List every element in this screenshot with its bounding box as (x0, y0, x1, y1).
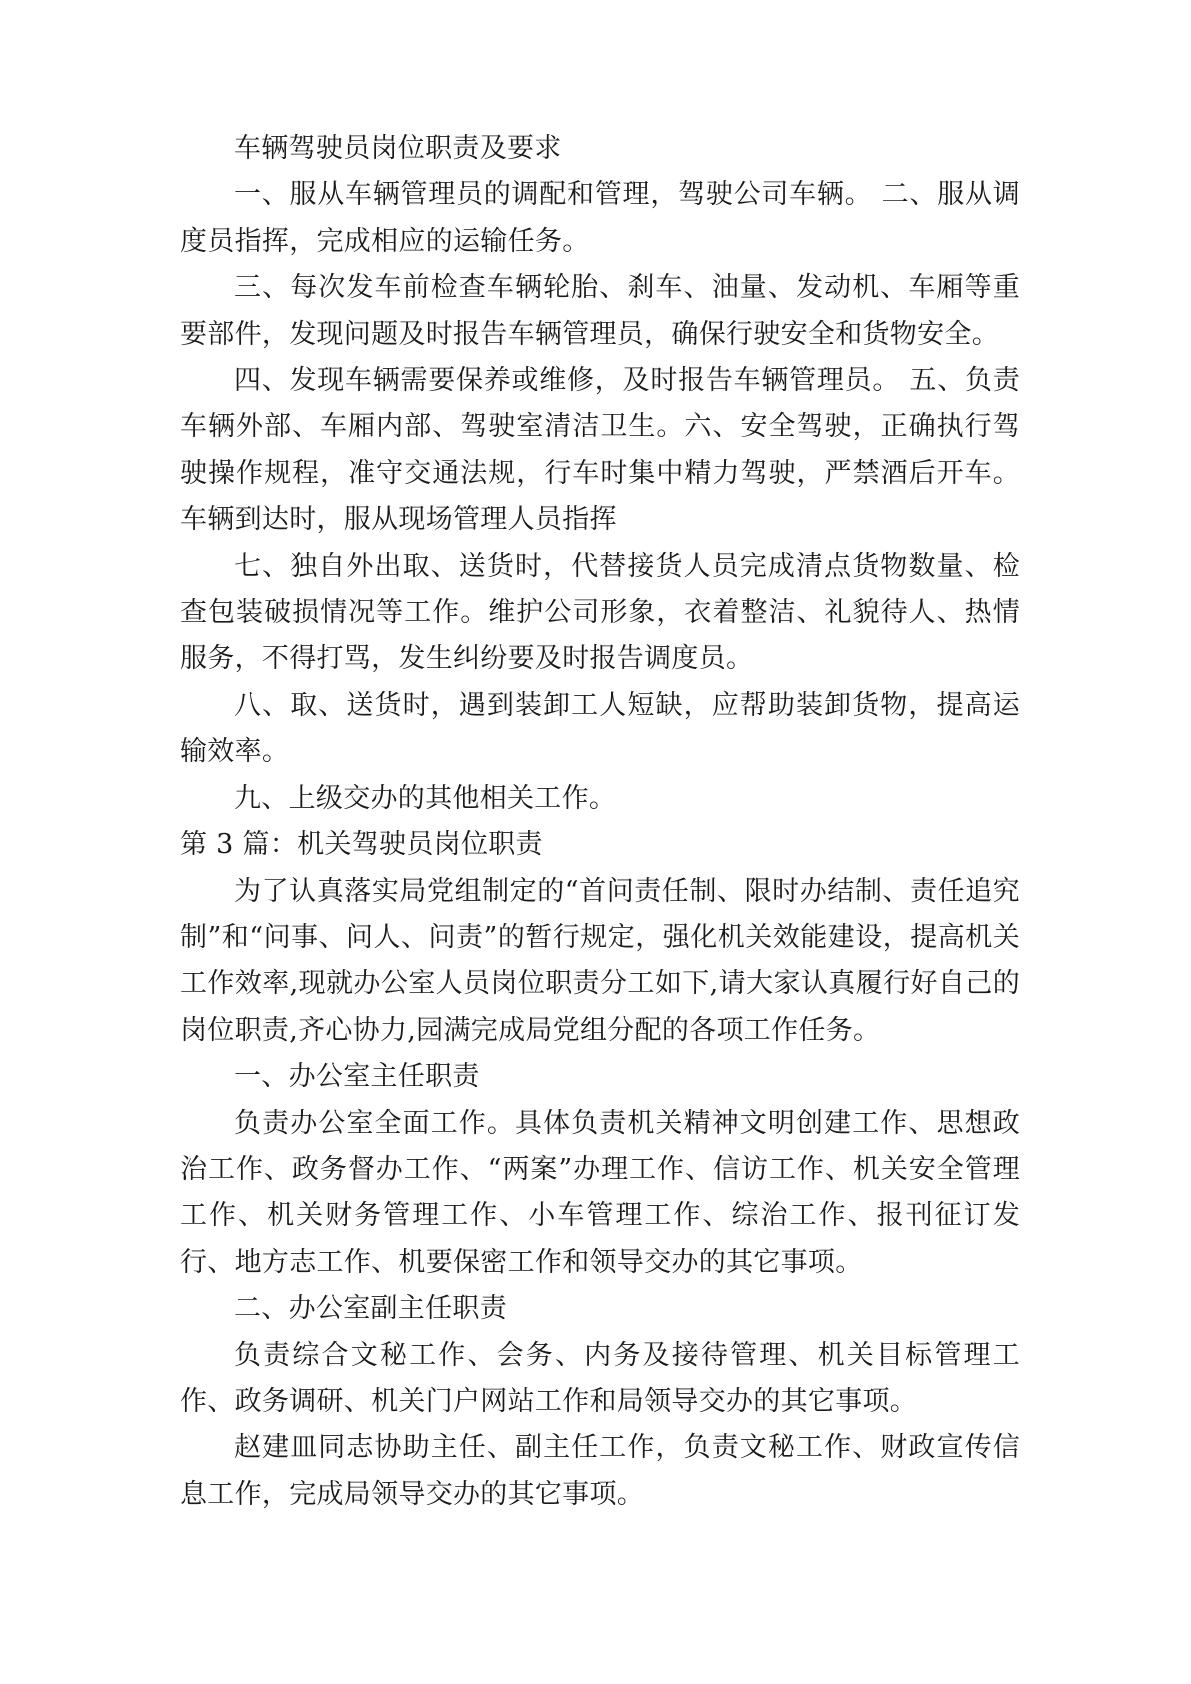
paragraph: 七、独自外出取、送货时，代替接货人员完成清点货物数量、检查包装破损情况等工作。维护公司形象，衣着整洁、礼貌待人、热情服务，不得打骂，发生纠纷要及时报告调度员。 (180, 550, 1020, 675)
paragraph: 负责办公室全面工作。具体负责机关精神文明创建工作、思想政治工作、政务督办工作、“两案”办理工作、信访工作、机关安全管理工作、机关财务管理工作、小车管理工作、综治工作、报刊征订发行、地方志工作、机要保密工作和领导交办的其它事项。 (180, 1107, 1020, 1278)
document-page (180, 126, 1020, 1518)
paragraph: 四、发现车辆需要保养或维修，及时报告车辆管理员。 五、负责车辆外部、车厢内部、驾驶室清洁卫生。六、安全驾驶，正确执行驾驶操作规程，准守交通法规，行车时集中精力驾驶，严禁酒后开车。车辆到达时，服从现场管理人员指挥 (180, 365, 1020, 536)
paragraph: 一、服从车辆管理员的调配和管理，驾驶公司车辆。 二、服从调度员指挥，完成相应的运输任务。 (180, 179, 1020, 257)
subsection-heading: 二、办公室副主任职责 (234, 1293, 507, 1325)
section-title: 车辆驾驶员岗位职责及要求 (234, 133, 562, 164)
paragraph: 赵建皿同志协助主任、副主任工作，负责文秘工作、财政宣传信息工作，完成局领导交办的其它事项。 (180, 1432, 1020, 1510)
paragraph: 三、每次发车前检查车辆轮胎、刹车、油量、发动机、车厢等重要部件，发现问题及时报告车辆管理员，确保行驶安全和货物安全。 (180, 272, 1020, 350)
paragraph: 负责综合文秘工作、会务、内务及接待管理、机关目标管理工作、政务调研、机关门户网站工作和局领导交办的其它事项。 (180, 1339, 1020, 1417)
paragraph: 九、上级交办的其他相关工作。 (234, 782, 617, 814)
paragraph: 为了认真落实局党组制定的“首问责任制、限时办结制、责任追究制”和“问事、问人、问责”的暂行规定，强化机关效能建设，提高机关工作效率,现就办公室人员岗位职责分工如下,请大家认真履行好自己的岗位职责,齐心协力,园满完成局党组分配的各项工作任务。 (180, 875, 1020, 1046)
paragraph: 八、取、送货时，遇到装卸工人短缺，应帮助装卸货物，提高运输效率。 (180, 689, 1020, 768)
subsection-heading: 一、办公室主任职责 (234, 1061, 480, 1093)
chapter-heading: 第 3 篇：机关驾驶员岗位职责 (180, 829, 543, 861)
